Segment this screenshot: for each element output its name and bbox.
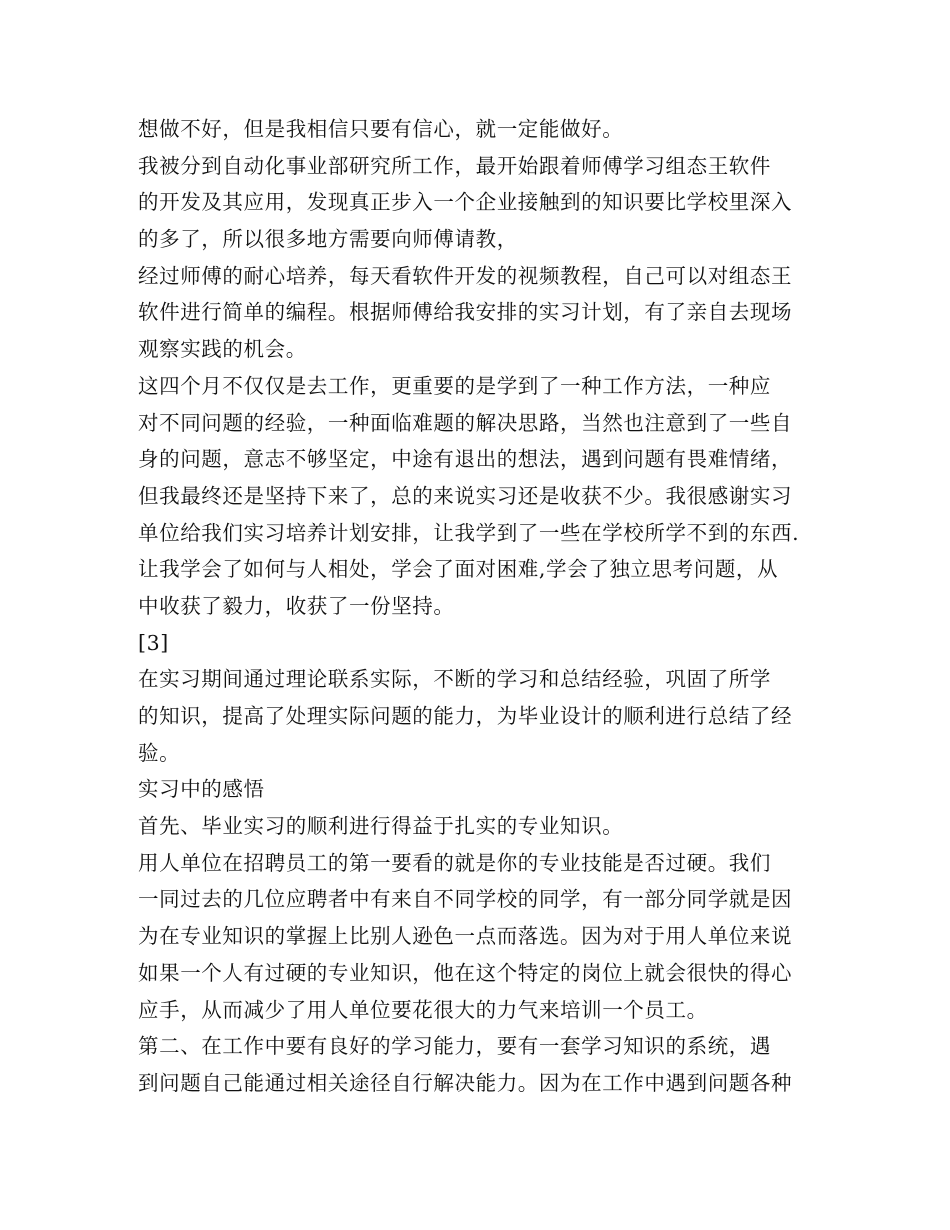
text-line: 对不同问题的经验，一种面临难题的解决思路，当然也注意到了一些自: [138, 410, 793, 435]
body-text: [138, 111, 818, 1102]
text-line: 到问题自己能通过相关途径自行解决能力。因为在工作中遇到问题各种: [138, 1070, 793, 1095]
text-line: 经过师傅的耐心培养，每天看软件开发的视频教程，自己可以对组态王: [138, 263, 793, 288]
text-line: 我被分到自动化事业部研究所工作，最开始跟着师傅学习组态王软件: [138, 153, 771, 178]
text-line: 第二、在工作中要有良好的学习能力，要有一套学习知识的系统，遇: [138, 1034, 771, 1059]
text-line: 在实习期间通过理论联系实际，不断的学习和总结经验，巩固了所学: [138, 667, 771, 692]
text-line: 用人单位在招聘员工的第一要看的就是你的专业技能是否过硬。我们: [138, 850, 771, 875]
text-line: 的知识，提高了处理实际问题的能力，为毕业设计的顺利进行总结了经: [138, 704, 793, 728]
text-line: 的开发及其应用，发现真正步入一个企业接触到的知识要比学校里深入: [138, 190, 793, 215]
text-line: 为在专业知识的掌握上比别人逊色一点而落选。因为对于用人单位来说: [138, 924, 793, 949]
text-line: 但我最终还是坚持下来了，总的来说实习还是收获不少。我很感谢实习: [138, 483, 793, 508]
text-line: 如果一个人有过硬的专业知识，他在这个特定的岗位上就会很快的得心: [138, 960, 793, 985]
text-line: 首先、毕业实习的顺利进行得益于扎实的专业知识。: [138, 814, 624, 839]
text-line: 实习中的感悟: [138, 777, 265, 802]
text-line: 让我学会了如何与人相处，学会了面对困难,学会了独立思考问题，从: [138, 557, 779, 582]
text-line: [3]: [138, 630, 169, 655]
text-line: 这四个月不仅仅是去工作，更重要的是学到了一种工作方法，一种应: [138, 373, 771, 398]
text-line: 的多了，所以很多地方需要向师傅请教，: [138, 227, 518, 252]
text-line: 中收获了毅力，收获了一份坚持。: [138, 593, 455, 618]
text-line: 一同过去的几位应聘者中有来自不同学校的同学，有一部分同学就是因: [138, 887, 793, 912]
text-line: 软件进行简单的编程。根据师傅给我安排的实习计划，有了亲自去现场: [138, 300, 793, 325]
text-line: 验。: [138, 740, 181, 765]
text-line: 身的问题，意志不够坚定，中途有退出的想法，遇到问题有畏难情绪，: [138, 447, 793, 472]
text-line: 观察实践的机会。: [138, 337, 307, 362]
text-line: 应手，从而减少了用人单位要花很大的力气来培训一个员工。: [138, 997, 708, 1022]
text-line: 单位给我们实习培养计划安排，让我学到了一些在学校所学不到的东西.: [138, 520, 800, 545]
text-line: 想做不好，但是我相信只要有信心，就一定能做好。: [138, 117, 624, 141]
